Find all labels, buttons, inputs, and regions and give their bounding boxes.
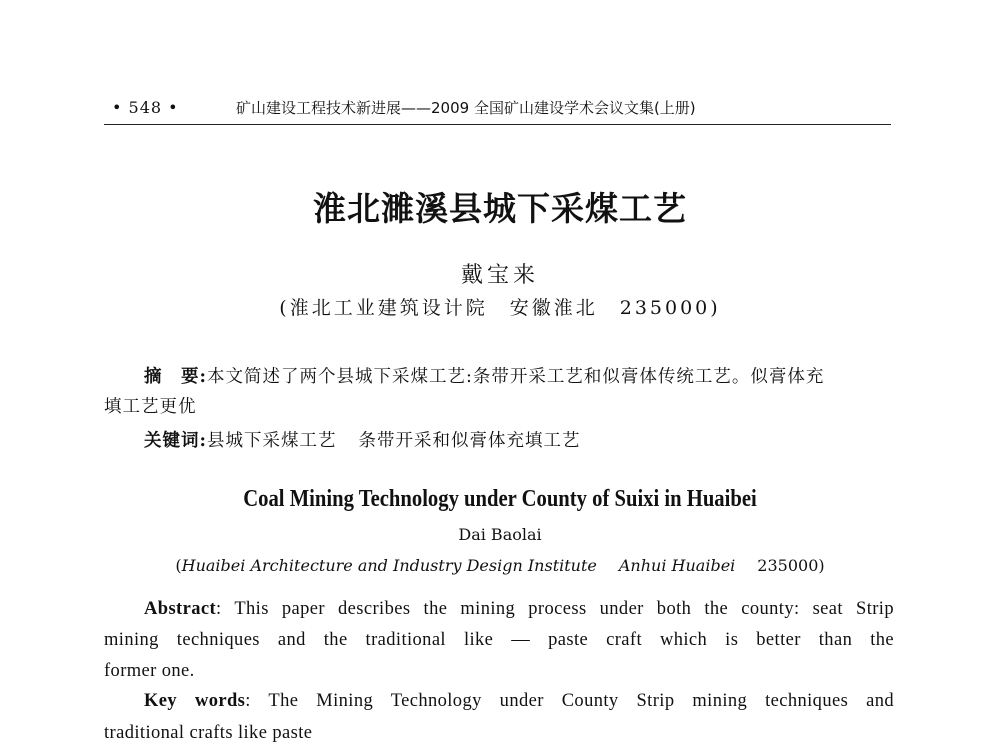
keyword-en-3: Strip mining techniques and bbox=[636, 691, 894, 711]
affiliation-institute-cn: (淮北工业建筑设计院 bbox=[279, 297, 488, 319]
affiliation-open-paren: ( bbox=[175, 556, 182, 575]
abstract-english-line1 bbox=[144, 599, 894, 620]
abstract-text-cn-1: 本文简述了两个县城下采煤工艺:条带开采工艺和似膏体传统工艺。似膏体充 bbox=[206, 367, 825, 387]
abstract-text-en-1: This paper describes the mining process under both the county: seat Strip bbox=[234, 599, 894, 619]
abstract-chinese-line2: 填工艺更优 bbox=[104, 397, 197, 417]
abstract-chinese-line1 bbox=[144, 363, 824, 388]
affiliation-postcode-en: 235000) bbox=[757, 556, 825, 575]
affiliation-english bbox=[0, 556, 1000, 575]
header-rule bbox=[104, 124, 891, 125]
affiliation-location-cn: 安徽淮北 bbox=[509, 297, 598, 319]
author-english: Dai Baolai bbox=[458, 525, 542, 544]
title-chinese: 淮北濉溪县城下采煤工艺 bbox=[313, 189, 687, 228]
abstract-label-en: Abstract bbox=[144, 599, 217, 619]
keywords-english-line1 bbox=[144, 691, 894, 712]
running-header: 矿山建设工程技术新进展——2009 全国矿山建设学术会议文集(上册) bbox=[236, 99, 696, 117]
affiliation-postcode-cn: 235000) bbox=[619, 297, 721, 319]
keywords-english-line2: traditional crafts like paste bbox=[104, 723, 313, 743]
affiliation-location-en: Anhui Huaibei bbox=[618, 556, 736, 575]
keyword-en-1: The Mining Technology bbox=[268, 691, 482, 711]
abstract-label-cn: 摘 要: bbox=[144, 367, 207, 387]
affiliation-institute-en: Huaibei Architecture and Industry Design Institute bbox=[181, 556, 597, 575]
keyword-cn-1: 县城下采煤工艺 bbox=[206, 431, 337, 451]
page-number: • 548 • bbox=[112, 98, 179, 117]
keywords-label-cn: 关键词: bbox=[144, 431, 207, 451]
abstract-english-line3: former one. bbox=[104, 661, 195, 681]
abstract-colon-en: : bbox=[216, 599, 222, 619]
keywords-colon-en: : bbox=[245, 691, 251, 711]
keyword-cn-2: 条带开采和似膏体充填工艺 bbox=[358, 431, 581, 451]
author-chinese: 戴宝来 bbox=[460, 263, 539, 288]
title-english: Coal Mining Technology under County of Suixi in Huaibei bbox=[243, 486, 757, 512]
keyword-en-2: under County bbox=[499, 691, 619, 711]
keywords-chinese bbox=[144, 427, 580, 452]
abstract-english-line2: mining techniques and the traditional like — paste craft which is better than the bbox=[104, 630, 894, 650]
keywords-label-en: Key words bbox=[144, 691, 246, 711]
affiliation-chinese bbox=[0, 293, 1000, 320]
